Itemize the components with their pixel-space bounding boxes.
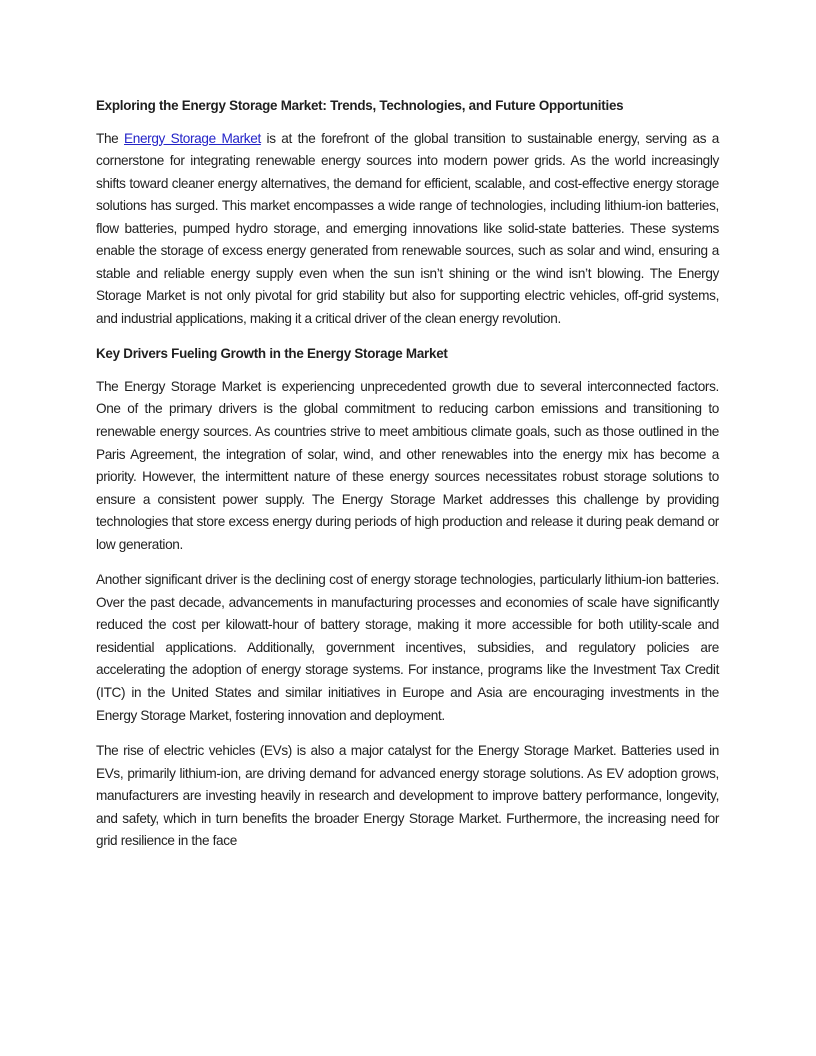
section-heading: Key Drivers Fueling Growth in the Energy Storage Market	[96, 346, 448, 362]
energy-storage-market-link[interactable]: Energy Storage Market	[124, 130, 261, 146]
intro-prefix: The	[96, 130, 125, 146]
document-title: Exploring the Energy Storage Market: Trends, Technologies, and Future Opportunities	[96, 98, 624, 113]
intro-paragraph	[96, 128, 719, 331]
intro-suffix: is at the forefront of the global transition to sustainable energy, serving as a cornerstone for integrating renewable energy sources into modern power grids. As the world increasingly shifts toward cleaner energy alternatives, the demand for efficient, scalable, and cost-effective energy storage solutions has surged. This market encompasses a wide range of technologies, including lithium-ion batteries, flow batteries, pumped hydro storage, and emerging innovations like solid-state batteries. These systems enable the storage of excess energy generated from renewable sources, such as solar and wind, ensuring a stable and reliable energy supply even when the sun isn’t shining or the wind isn’t blowing. The Energy Storage Market is not only pivotal for grid stability but also for supporting electric vehicles, off-grid systems, and industrial applications, making it a critical driver of the clean energy revolution.	[96, 130, 719, 326]
body-paragraph: The Energy Storage Market is experiencing unprecedented growth due to several interconnected factors. One of the primary drivers is the global commitment to reducing carbon emissions and transitioning to renewable energy sources. As countries strive to meet ambitious climate goals, such as those outlined in the Paris Agreement, the integration of solar, wind, and other renewables into the energy mix has become a priority. However, the intermittent nature of these energy sources necessitates robust storage solutions to ensure a consistent power supply. The Energy Storage Market addresses this challenge by providing technologies that store excess energy during periods of high production and release it during peak demand or low generation.	[96, 378, 719, 552]
body-paragraph: The rise of electric vehicles (EVs) is also a major catalyst for the Energy Storage Market. Batteries used in EVs, primarily lithium-ion, are driving demand for advanced energy storage solutions. As EV adoption grows, manufacturers are investing heavily in research and development to improve battery performance, longevity, and safety, which in turn benefits the broader Energy Storage Market. Furthermore, the increasing need for grid resilience in the face	[96, 743, 719, 849]
document-page	[96, 95, 719, 866]
body-paragraph: Another significant driver is the declining cost of energy storage technologies, particularly lithium-ion batteries. Over the past decade, advancements in manufacturing processes and economies of scale have significantly reduced the cost per kilowatt-hour of battery storage, making it more accessible for both utility-scale and residential applications. Additionally, government incentives, subsidies, and regulatory policies are accelerating the adoption of energy storage systems. For instance, programs like the Investment Tax Credit (ITC) in the United States and similar initiatives in Europe and Asia are encouraging investments in the Energy Storage Market, fostering innovation and deployment.	[96, 572, 719, 723]
